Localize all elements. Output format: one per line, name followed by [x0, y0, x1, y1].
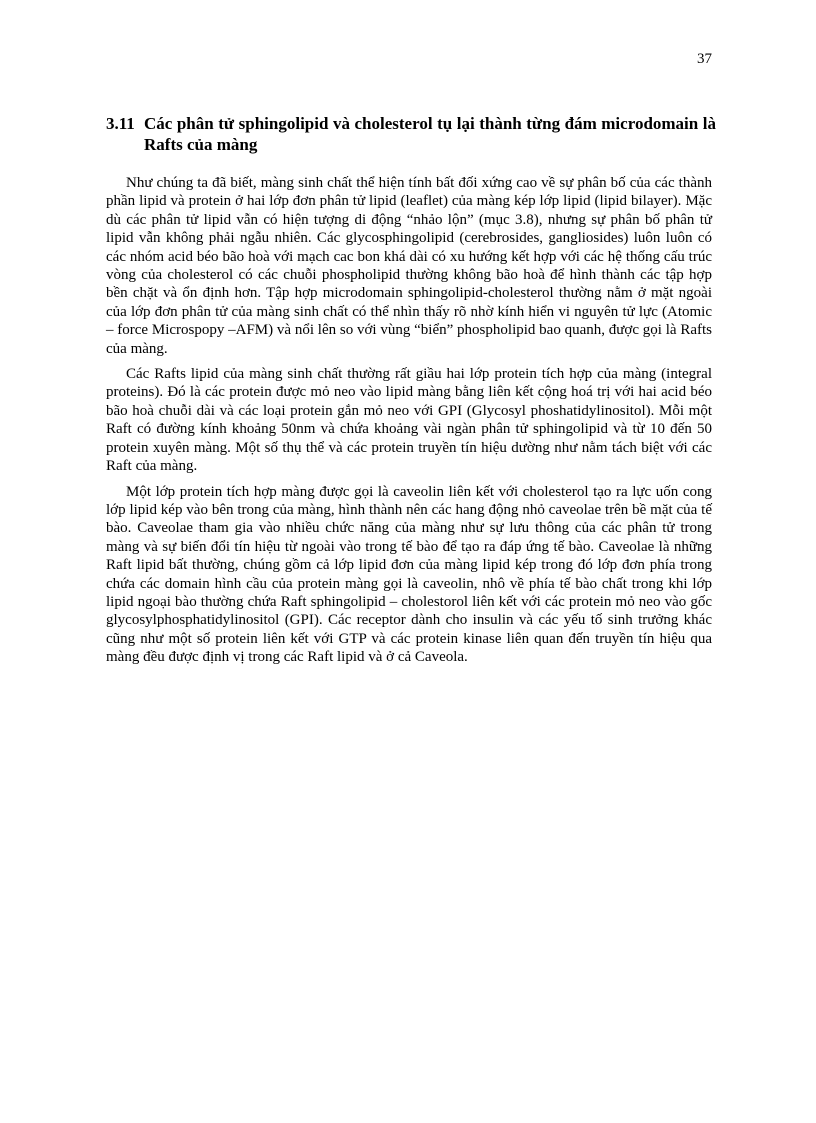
section-title: Các phân tử sphingolipid và cholesterol tụ lại thành từng đám microdomain là Rafts của màng — [144, 114, 716, 154]
section-number: 3.11 — [106, 114, 135, 133]
section-heading — [106, 113, 716, 155]
paragraph-3: Một lớp protein tích hợp màng được gọi là caveolin liên kết với cholesterol tạo ra lực uốn cong lớp lipid kép vào bên trong của màng, hình thành nên các hang động nhỏ caveolae trên bề mặt của tế bào. Caveolae tham gia vào nhiều chức năng của màng như sự lưu thông của các phân tử trong màng và sự biến đổi tín hiệu từ ngoài vào trong tế bào để tạo ra đáp ứng tế bào. Caveolae là những Raft lipid bất thường, chúng gồm cả lớp lipid đơn của màng lipid kép trong đó lớp đơn phía trong chứa các domain hình cầu của protein màng gọi là caveolin, nhô về phía tế bào chất trong khi lớp lipid ngoại bào thường chứa Raft sphingolipid – cholestorol liên kết với các protein mỏ neo vào gốc glycosylphosphatidylinositol (GPI). Các receptor dành cho insulin và các yếu tố sinh trưởng khác cũng như một số protein liên kết với GTP và các protein kinase liên quan đến truyền tín hiệu qua màng đều được định vị trong các Raft lipid và ở cả Caveola. — [106, 483, 712, 666]
page-number: 37 — [697, 51, 712, 67]
paragraph-1: Như chúng ta đã biết, màng sinh chất thể hiện tính bất đối xứng cao về sự phân bố của các thành phần lipid và protein ở hai lớp đơn phân tử lipid (leaflet) của màng kép lớp lipid (lipid bilayer). Mặc dù các phân tử lipid vẫn có hiện tượng di động “nhảo lộn” (mục 3.8), nhưng sự phân bố phân tử lipid vẫn không phải ngẫu nhiên. Các glycosphingolipid (cerebrosides, gangliosides) luôn luôn có các nhóm acid béo bão hoà với mạch cac bon khá dài có xu hướng kết hợp với các hệ thống cấu trúc vòng của cholesterol có các chuỗi phospholipid thường không bão hoà để hình thành các tập hợp bền chặt và ổn định hơn. Tập hợp microdomain sphingolipid-cholesterol thường nằm ở mặt ngoài của lớp đơn phân tử của màng sinh chất có thể nhìn thấy rõ nhờ kính hiển vi nguyên tử lực (Atomic – force Microspopy –AFM) và nổi lên so với vùng “biển” phospholipid bao quanh, được gọi là Rafts của màng. — [106, 175, 712, 357]
body-text — [106, 174, 712, 674]
paragraph-2: Các Rafts lipid của màng sinh chất thường rất giầu hai lớp protein tích hợp của màng (integral proteins). Đó là các protein được mỏ neo vào lipid màng bằng liên kết cộng hoá trị với hai acid béo bão hoà chuỗi dài và các loại protein gắn mỏ neo với GPI (Glycosyl phoshatidylinositol). Mỗi một Raft có đường kính khoảng 50nm và chứa khoảng vài ngàn phân tử sphingolipid và từ 10 đến 50 protein xuyên màng. Một số thụ thể và các protein truyền tín hiệu dường như nằm tách biệt với các Raft của màng. — [106, 366, 712, 475]
